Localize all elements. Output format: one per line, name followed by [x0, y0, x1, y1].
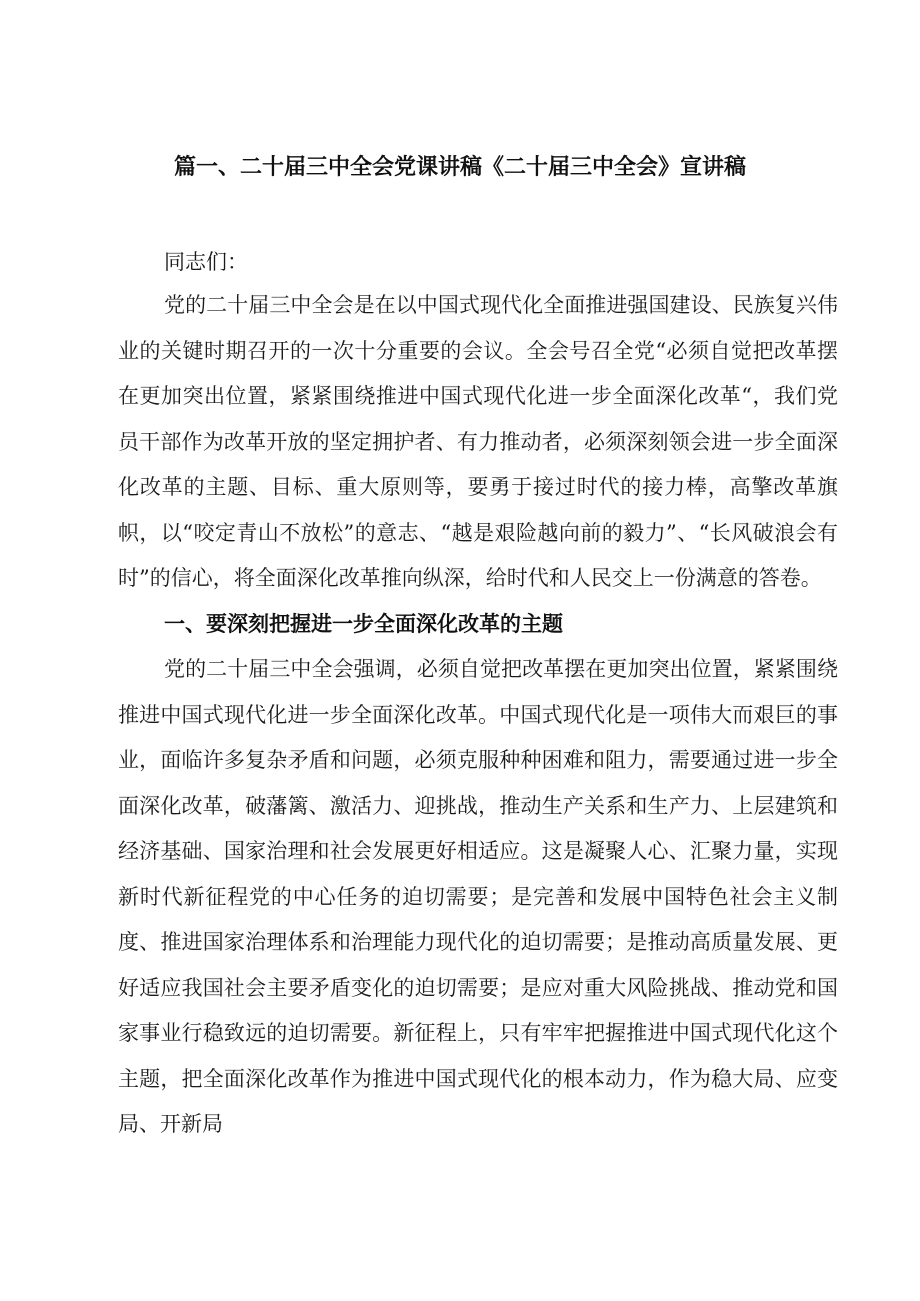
section-heading: 一、要深刻把握进一步全面深化改革的主题 [164, 611, 563, 636]
document-body [118, 283, 838, 1148]
document-title: 篇一、二十届三中全会党课讲稿《二十届三中全会》宣讲稿 [173, 155, 746, 180]
section-paragraph: 党的二十届三中全会强调，必须自觉把改革摆在更加突出位置，紧紧围绕推进中国式现代化进一步全面深化改革。中国式现代化是一项伟大而艰巨的事业，面临许多复杂矛盾和问题，必须克服种种困难和阻力，需要通过进一步全面深化改革，破藩篱、激活力、迎挑战，推动生产关系和生产力、上层建筑和经济基础、国家治理和社会发展更好相适应。这是凝聚人心、汇聚力量，实现新时代新征程党的中心任务的迫切需要；是完善和发展中国特色社会主义制度、推进国家治理体系和治理能力现代化的迫切需要；是推动高质量发展、更好适应我国社会主要矛盾变化的迫切需要；是应对重大风险挑战、推动党和国家事业行稳致远的迫切需要。新征程上，只有牢牢把握推进中国式现代化这个主题，把全面深化改革作为推进中国式现代化的根本动力，作为稳大局、应变局、开新局 [118, 657, 838, 1136]
intro-paragraph: 党的二十届三中全会是在以中国式现代化全面推进强国建设、民族复兴伟业的关键时期召开的一次十分重要的会议。全会号召全党“必须自觉把改革摆在更加突出位置，紧紧围绕推进中国式现代化进一步全面深化改革“，我们党员干部作为改革开放的坚定拥护者、有力推动者，必须深刻领会进一步全面深化改革的主题、目标、重大原则等，要勇于接过时代的接力棒，高擎改革旗帜，以“咬定青山不放松”的意志、“越是艰险越向前的毅力”、“长风破浪会有时”的信心，将全面深化改革推向纵深，给时代和人民交上一份满意的答卷。 [118, 293, 838, 590]
salutation: 同志们： [164, 250, 248, 274]
